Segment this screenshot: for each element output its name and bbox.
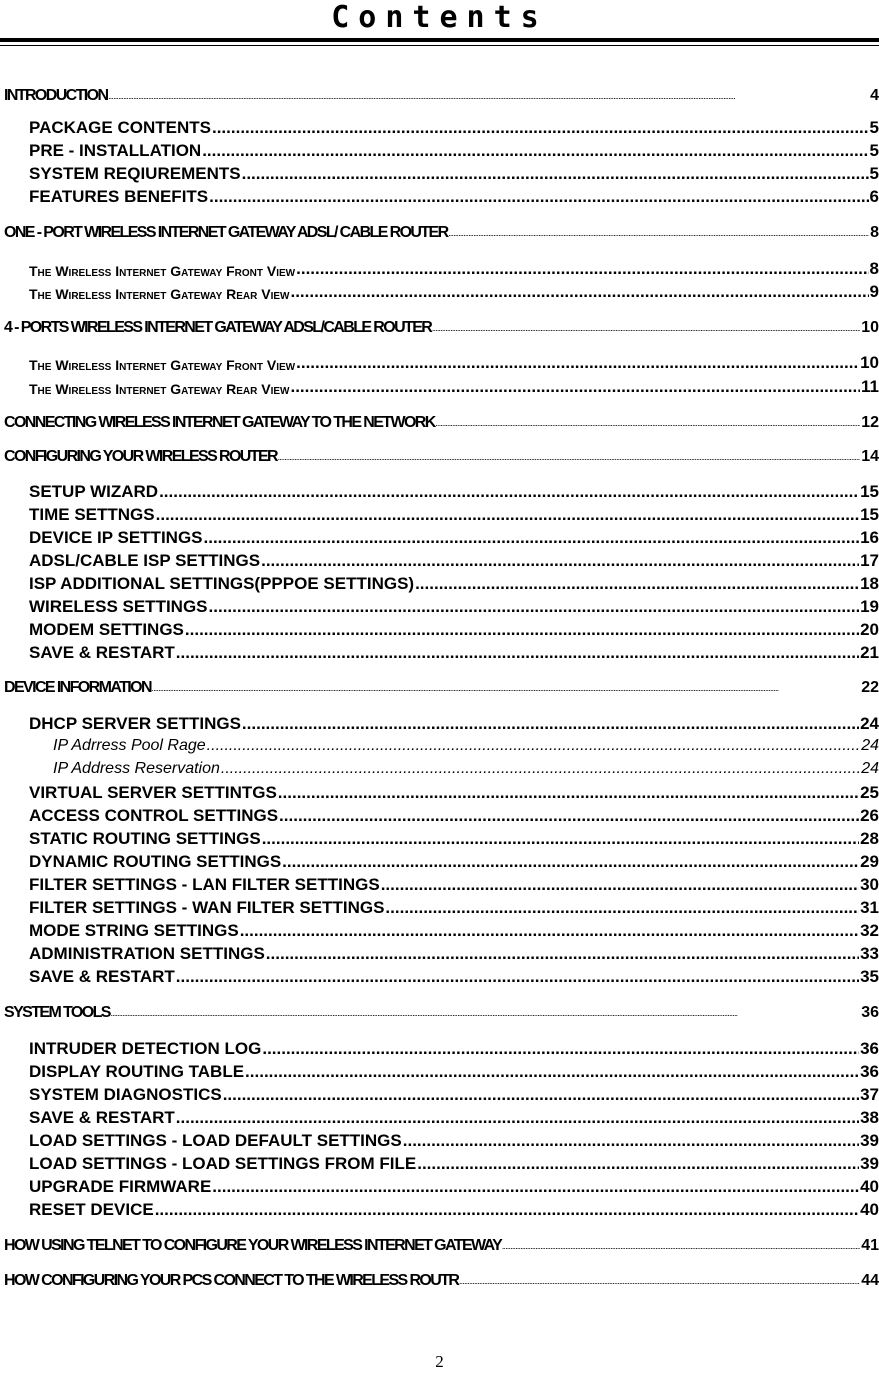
toc-entry[interactable]: LOAD SETTINGS - LOAD SETTINGS FROM FILE ..... 39 [29,1154,879,1174]
toc-entry[interactable]: CONFIGURING YOUR WIRELESS ROUTER ..... 14 [4,448,879,466]
toc-entry[interactable]: RESET DEVICE ..... 40 [29,1200,879,1220]
toc-entry[interactable]: ISP ADDITIONAL SETTINGS(PPPOE SETTINGS) ..... 18 [29,574,879,594]
toc-entry[interactable]: 4 - PORTS WIRELESS INTERNET GATEWAY ADSL/CABLE ROUTER ..... 10 [4,319,879,337]
toc-entry[interactable]: DEVICE INFORMATION ..... 22 [4,679,879,697]
toc-entry[interactable]: SAVE & RESTART ..... 35 [29,967,879,987]
toc-entry[interactable]: CONNECTING WIRELESS INTERNET GATEWAY TO THE NETWORK ..... 12 [4,414,879,432]
toc-entry[interactable]: PACKAGE CONTENTS ..... 5 [29,118,879,138]
toc-entry[interactable]: HOW CONFIGURING YOUR PCS CONNECT TO THE WIRELESS ROUTR ..... 44 [4,1272,879,1290]
toc-entry[interactable]: DEVICE IP SETTINGS ..... 16 [29,528,879,548]
toc-entry[interactable]: ADMINISTRATION SETTINGS ..... 33 [29,944,879,964]
toc-entry[interactable]: DISPLAY ROUTING TABLE ..... 36 [29,1062,879,1082]
toc-entry[interactable]: SYSTEM DIAGNOSTICS ..... 37 [29,1085,879,1105]
toc-entry[interactable]: SYSTEM REQIUREMENTS ..... 5 [29,164,879,184]
page-number: 2 [435,1352,444,1371]
title-rule-thick [0,38,879,42]
toc-entry[interactable]: INTRUDER DETECTION LOG ..... 36 [29,1039,879,1059]
toc-entry[interactable]: SETUP WIZARD ..... 15 [29,482,879,502]
toc-entry[interactable]: ADSL/CABLE ISP SETTINGS ..... 17 [29,551,879,571]
toc-entry[interactable]: ONE - PORT WIRELESS INTERNET GATEWAY ADSL/ CABLE ROUTER ..... 8 [4,224,879,242]
toc-entry[interactable]: HOW USING TELNET TO CONFIGURE YOUR WIRELESS INTERNET GATEWAY ..... 41 [4,1237,879,1255]
toc-entry[interactable]: MODE STRING SETTINGS ..... 32 [29,921,879,941]
toc-entry[interactable]: FILTER SETTINGS - LAN FILTER SETTINGS ..... 30 [29,875,879,895]
toc-entry[interactable]: STATIC ROUTING SETTINGS ..... 28 [29,829,879,849]
toc-entry[interactable]: DHCP SERVER SETTINGS ..... 24 [29,714,879,734]
toc-entry[interactable]: SAVE & RESTART ..... 21 [29,643,879,663]
toc-entry[interactable]: DYNAMIC ROUTING SETTINGS ..... 29 [29,852,879,872]
toc-entry[interactable]: The Wireless Internet Gateway Front View ..... 10 [29,353,879,373]
toc-entry[interactable]: VIRTUAL SERVER SETTINTGS ..... 25 [29,783,879,803]
toc-entry[interactable]: FEATURES BENEFITS ..... 6 [29,187,879,207]
toc-entry[interactable]: SYSTEM TOOLS ..... 36 [4,1004,879,1022]
toc-entry[interactable]: IP Adrress Pool Rage ..... 24 [53,737,879,755]
toc-entry[interactable]: SAVE & RESTART ..... 38 [29,1108,879,1128]
toc-entry[interactable]: INTRODUCTION ..... 4 [4,87,879,105]
toc-entry[interactable]: The Wireless Internet Gateway Rear View ..... 11 [29,377,879,397]
toc-entry[interactable]: MODEM SETTINGS ..... 20 [29,620,879,640]
toc-entry[interactable]: WIRELESS SETTINGS ..... 19 [29,597,879,617]
toc-entry[interactable]: TIME SETTNGS ..... 15 [29,505,879,525]
toc-entry[interactable]: PRE - INSTALLATION ..... 5 [29,141,879,161]
toc-entry[interactable]: FILTER SETTINGS - WAN FILTER SETTINGS ..... 31 [29,898,879,918]
toc-entry[interactable]: UPGRADE FIRMWARE ..... 40 [29,1177,879,1197]
toc-entry[interactable]: IP Address Reservation ..... 24 [53,760,879,778]
toc-entry[interactable]: LOAD SETTINGS - LOAD DEFAULT SETTINGS ..... 39 [29,1131,879,1151]
page-title: Contents [331,0,548,35]
toc-entry[interactable]: The Wireless Internet Gateway Rear View ..... 9 [29,282,879,302]
toc-entry[interactable]: The Wireless Internet Gateway Front View ..... 8 [29,259,879,279]
toc-entry[interactable]: ACCESS CONTROL SETTINGS ..... 26 [29,806,879,826]
title-rule-thin [0,45,879,46]
